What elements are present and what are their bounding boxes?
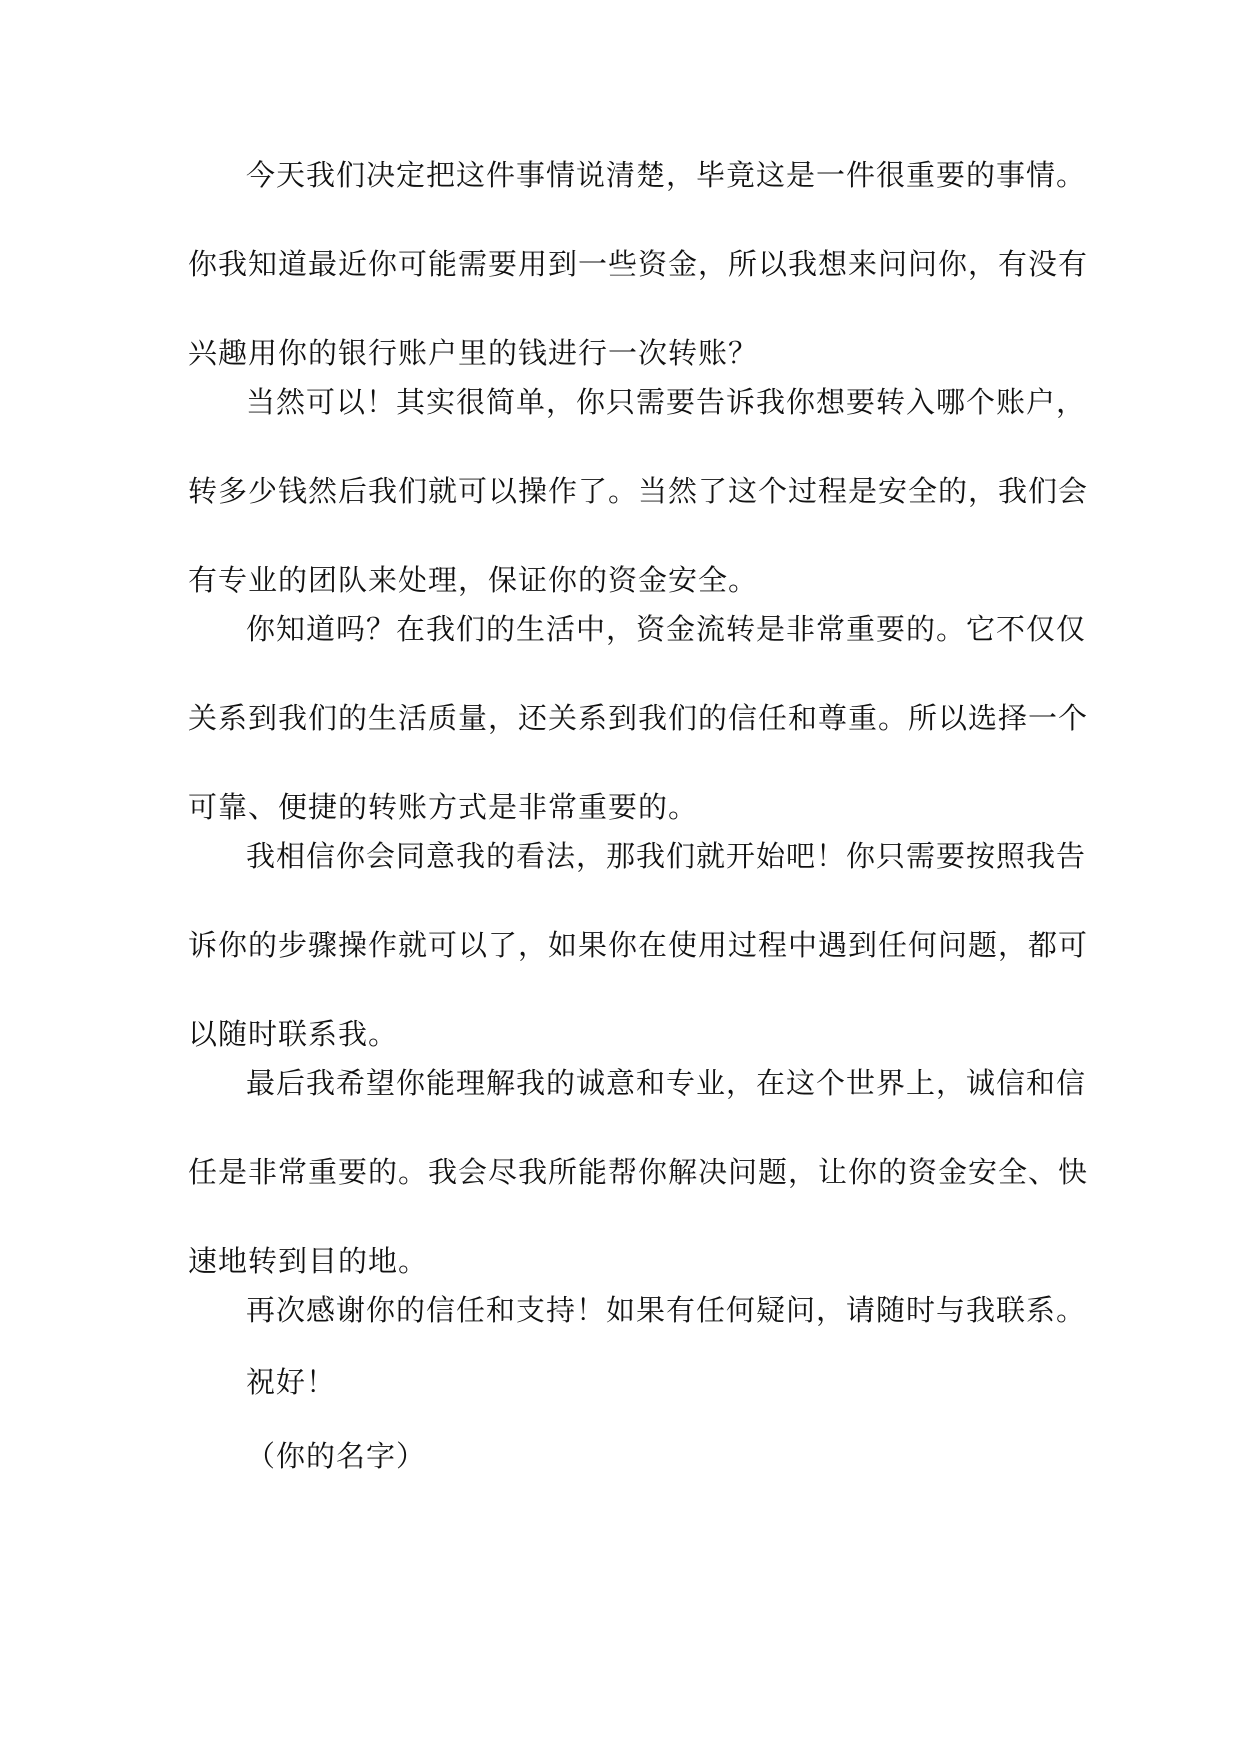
paragraph-line: 你知道吗？在我们的生活中，资金流转是非常重要的。它不仅仅 (246, 612, 1087, 646)
paragraph-line: 以随时联系我。 (188, 1017, 399, 1051)
paragraph-line: 速地转到目的地。 (188, 1244, 429, 1278)
paragraph-line: 可靠、便捷的转账方式是非常重要的。 (188, 790, 699, 824)
paragraph-line: 我相信你会同意我的看法，那我们就开始吧！你只需要按照我告 (246, 839, 1087, 873)
closing-line: 再次感谢你的信任和支持！如果有任何疑问，请随时与我联系。 (246, 1293, 1087, 1327)
paragraph-line: 关系到我们的生活质量，还关系到我们的信任和尊重。所以选择一个 (188, 701, 1089, 735)
paragraph-line: 你我知道最近你可能需要用到一些资金，所以我想来问问你，有没有 (188, 247, 1089, 281)
signature-block (188, 1412, 1068, 1501)
paragraph-line: 任是非常重要的。我会尽我所能帮你解决问题，让你的资金安全、快 (188, 1155, 1089, 1189)
paragraph-line: 转多少钱然后我们就可以操作了。当然了这个过程是安全的，我们会 (188, 474, 1089, 508)
paragraph-line: 当然可以！其实很简单，你只需要告诉我你想要转入哪个账户， (246, 385, 1087, 419)
paragraph-line: 兴趣用你的银行账户里的钱进行一次转账？ (188, 336, 759, 370)
salutation: 祝好！ (246, 1365, 337, 1399)
paragraph-line: 有专业的团队来处理，保证你的资金安全。 (188, 563, 759, 597)
paragraph-line: 今天我们决定把这件事情说清楚，毕竟这是一件很重要的事情。 (246, 158, 1087, 192)
paragraph-line: 最后我希望你能理解我的诚意和专业，在这个世界上，诚信和信 (246, 1066, 1087, 1100)
paragraph-line: 诉你的步骤操作就可以了，如果你在使用过程中遇到任何问题，都可 (188, 928, 1089, 962)
signature: （你的名字） (246, 1439, 427, 1473)
